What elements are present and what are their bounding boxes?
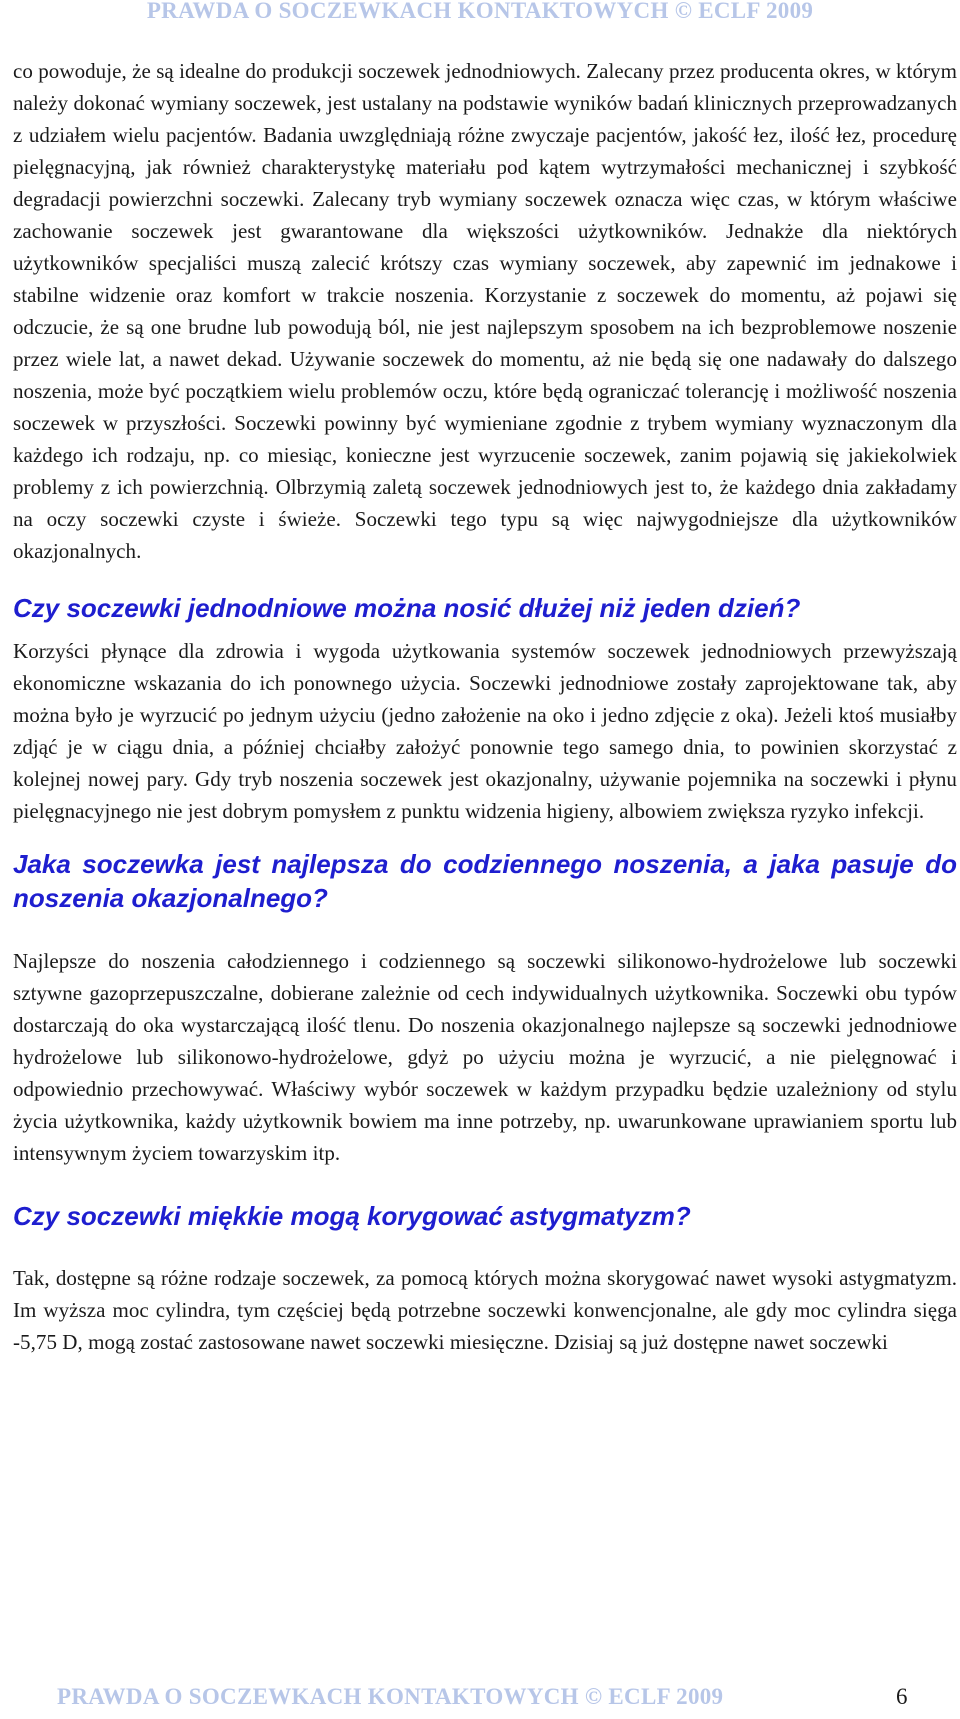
running-header: PRAWDA O SOCZEWKACH KONTAKTOWYCH © ECLF 2009	[146, 0, 814, 23]
running-footer	[0, 1680, 960, 1714]
section-heading: Jaka soczewka jest najlepsza do codziennego noszenia, a jaka pasuje do noszenia okazjonalnego?	[13, 849, 957, 913]
body-paragraph: Korzyści płynące dla zdrowia i wygoda użytkowania systemów soczewek jednodniowych przewyższają ekonomiczne wskazania do ich ponownego użycia. Soczewki jednodniowe zostały zaprojektowane tak, aby można było je wyrzucić po jednym użyciu (jedno założenie na oko i jedno zdjęcie z oka). Jeżeli ktoś musiałby zdjąć je w ciągu dnia, a później chciałby założyć ponownie tego samego dnia, to powinien skorzystać z kolejnej nowej pary. Gdy tryb noszenia soczewek jest okazjonalny, używanie pojemnika na soczewki i płynu pielęgnacyjnego nie jest dobrym pomysłem z punktu widzenia higieny, albowiem zwiększa ryzyko infekcji.	[13, 639, 957, 823]
body-paragraph: Najlepsze do noszenia całodziennego i codziennego są soczewki silikonowo-hydrożelowe lub soczewki sztywne gazoprzepuszczalne, dobierane zależnie od cech indywidualnych użytkownika. Soczewki obu typów dostarczają do oka wystarczającą ilość tlenu. Do noszenia okazjonalnego najlepsze są soczewki jednodniowe hydrożelowe lub silikonowo-hydrożelowe, gdyż po użyciu można je wyrzucić, a nie pielęgnować i odpowiednio przechowywać. Właściwy wybór soczewek w każdym przypadku będzie uzależniony od stylu życia użytkownika, każdy użytkownik bowiem ma inne potrzeby, np. uwarunkowane uprawianiem sportu lub intensywnym życiem towarzyskim itp.	[13, 949, 957, 1165]
section-heading: Czy soczewki jednodniowe można nosić dłużej niż jeden dzień?	[13, 593, 801, 623]
page-number: 6	[896, 1684, 908, 1709]
page-content	[13, 55, 957, 1358]
section-heading: Czy soczewki miękkie mogą korygować astygmatyzm?	[13, 1201, 691, 1231]
body-paragraph: Tak, dostępne są różne rodzaje soczewek, za pomocą których można skorygować nawet wysoki astygmatyzm. Im wyższa moc cylindra, tym częściej będą potrzebne soczewki konwencjonalne, ale gdy moc cylindra sięga -5,75 D, mogą zostać zastosowane nawet soczewki miesięczne. Dzisiaj są już dostępne nawet soczewki	[13, 1266, 957, 1354]
footer-title: PRAWDA O SOCZEWKACH KONTAKTOWYCH © ECLF 2009	[57, 1684, 724, 1709]
body-paragraph: co powoduje, że są idealne do produkcji soczewek jednodniowych. Zalecany przez producenta okres, w którym należy dokonać wymiany soczewek, jest ustalany na podstawie wyników badań klinicznych przeprowadzanych z udziałem wielu pacjentów. Badania uwzględniają różne zwyczaje pacjentów, jakość łez, ilość łez, procedurę pielęgnacyjną, jak również charakterystykę materiału pod kątem wytrzymałości mechanicznej i szybkość degradacji powierzchni soczewki. Zalecany tryb wymiany soczewek oznacza więc czas, w którym właściwe zachowanie soczewek jest gwarantowane dla większości użytkowników. Jednakże dla niektórych użytkowników specjaliści muszą zalecić krótszy czas wymiany soczewek, aby zapewnić im jednakowe i stabilne widzenie oraz komfort w trakcie noszenia. Korzystanie z soczewek do momentu, aż pojawi się odczucie, że są one brudne lub powodują ból, nie jest najlepszym sposobem na ich bezproblemowe noszenie przez wiele lat, a nawet dekad. Używanie soczewek do momentu, aż nie będą się one nadawały do dalszego noszenia, może być początkiem wielu problemów oczu, które będą ograniczać tolerancję i możliwość noszenia soczewek w przyszłości. Soczewki powinny być wymieniane zgodnie z trybem wymiany wyznaczonym dla każdego ich rodzaju, np. co miesiąc, konieczne jest wyrzucenie soczewek, zanim pojawią się jakiekolwiek problemy z ich powierzchnią. Olbrzymią zaletą soczewek jednodniowych jest to, że każdego dnia zakładamy na oczy soczewki czyste i świeże. Soczewki tego typu są więc najwygodniejsze dla użytkowników okazjonalnych.	[13, 59, 957, 563]
